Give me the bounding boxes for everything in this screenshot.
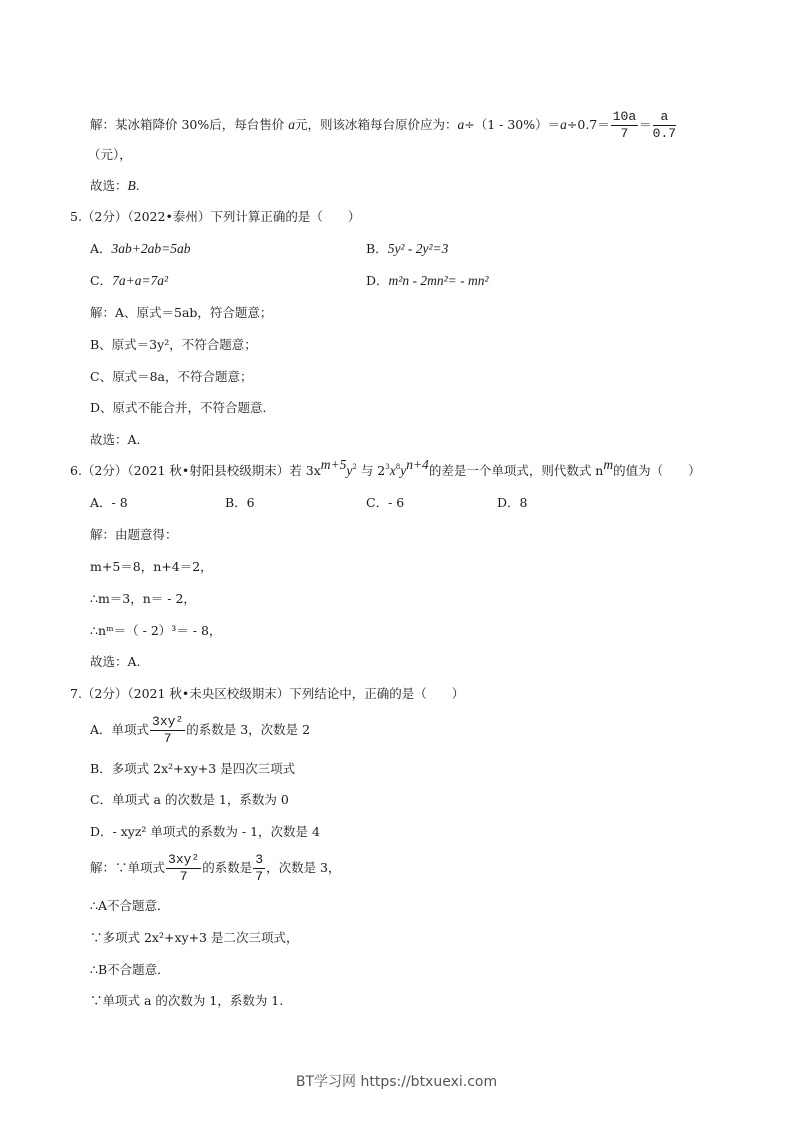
fraction-denominator: 0.7 [652,126,677,141]
q6-solution-line-2: m+5＝8，n+4＝2， [90,559,213,574]
option-text: 7a+a=7a² [112,273,169,288]
fraction-numerator: 10a [612,109,637,124]
conjunction-text: 与 2 [356,463,386,478]
fraction-3xy2-over-7 [166,852,201,885]
exponent-m-plus-5: m+5 [320,457,347,472]
variable-y: y [346,463,353,478]
q6-option-d: D．8 [497,495,528,510]
q7-option-b: B．多项式 2x²+xy+3 是四次三项式 [90,761,296,776]
fraction-10a-over-7 [611,109,638,142]
q5-solution-line-2: B、原式＝3y²，不符合题意； [90,337,257,352]
q5-solution-line-1: 解：A、原式＝5ab，符合题意； [90,305,273,320]
fraction-3xy2-over-7 [150,714,185,747]
option-text: 5y² - 2y²=3 [387,241,449,256]
q7-solution-line-5: ∵单项式 a 的次数为 1，系数为 1. [90,993,284,1008]
q6-solution-line-4: ∴nᵐ＝（ - 2）³＝ - 8， [90,623,222,638]
q4-expression: ÷0.7＝ [566,117,610,132]
fraction-a-over-0.7 [653,109,676,142]
q7-solution-line-3: ∵多项式 2x²+xy+3 是二次三项式， [90,930,299,945]
option-label: A． [90,241,112,256]
q6-solution-line-3: ∴m＝3，n＝ - 2， [90,591,196,606]
exponent-n-plus-4: n+4 [406,457,429,472]
fraction-numerator: 3xy² [152,714,184,729]
variable-y: y [400,463,407,478]
solution-text: 解：∵单项式 [90,860,166,875]
fraction-denominator: 7 [179,869,188,884]
q6-answer-line: 故选：A. [90,654,141,669]
option-text: A．单项式 [90,722,150,737]
equals-sign: ＝ [639,117,652,132]
punctuation: . [135,178,140,193]
fraction-denominator: 7 [255,869,264,884]
exponent-8: 8 [395,463,401,471]
q5-option-a [90,241,191,257]
exponent-3: 3 [385,463,390,471]
answer-label: 故选： [90,178,128,193]
answer-value: B [127,178,136,193]
q5-solution-line-3: C、原式＝8a，不符合题意； [90,369,253,384]
q4-solution-text: 元，则该冰箱每台原价应为： [294,117,458,132]
q5-option-c [90,273,168,289]
option-label: B． [366,241,388,256]
q6-option-b: B．6 [225,495,255,510]
fraction-numerator: 3 [255,852,264,867]
q6-solution-line-1: 解：由题意得： [90,527,178,542]
q5-answer-line: 故选：A. [90,432,141,447]
q4-expression: ÷（1 - 30%）＝ [464,117,561,132]
variable-a: a [560,117,567,132]
exponent-m: m [603,457,614,472]
q5-option-d [366,273,489,289]
solution-text: ，次数是 3， [266,860,341,875]
variable-x: x [389,463,396,478]
q7-option-d: D．- xyz² 单项式的系数为 - 1，次数是 4 [90,824,320,839]
q4-solution-text: 解：某冰箱降价 30%后，每台售价 [90,117,289,132]
variable-a: a [288,117,295,132]
q7-solution-line-4: ∴B不合题意． [90,962,170,977]
q4-answer-line [90,178,140,194]
option-text: m²n - 2mn²= - mn² [388,273,489,288]
solution-text: 的系数是 [202,860,253,875]
q6-option-c: C．- 6 [366,495,405,510]
fraction-3-over-7 [253,852,265,885]
option-text: 的系数是 3，次数是 2 [186,722,311,737]
fraction-numerator: a [653,109,676,126]
q6-header-text: 的值为（ ） [613,463,701,478]
q7-solution-line-2: ∴A不合题意． [90,898,170,913]
q7-solution-line-1 [90,852,341,885]
footer-watermark: BT学习网 https://btxuexi.com [295,1074,498,1090]
q7-option-c: C．单项式 a 的次数是 1，系数为 0 [90,792,289,807]
q5-option-b [366,241,448,257]
q7-option-a [90,714,310,747]
q7-header: 7.（2分）（2021 秋•未央区校级期末）下列结论中，正确的是（ ） [70,686,465,701]
q4-unit-line: （元）， [88,147,132,162]
q5-header: 5.（2分）（2022•泰州）下列计算正确的是（ ） [70,209,361,224]
q6-header-text: 6.（2分）（2021 秋•射阳县校级期末）若 3x [70,463,321,478]
option-label: D． [366,273,389,288]
q6-header [70,457,701,479]
q5-solution-line-4: D、原式不能合并，不符合题意． [90,400,276,415]
fraction-numerator: 3xy² [168,852,200,867]
fraction-denominator: 7 [163,731,172,746]
exponent-2: 2 [352,463,357,471]
q6-option-a: A．- 8 [90,495,128,510]
option-text: 3ab+2ab=5ab [111,241,191,256]
variable-a: a [457,117,465,132]
q4-solution-line [90,109,677,142]
fraction-denominator: 7 [620,126,629,141]
option-label: C． [90,273,113,288]
q6-header-text: 的差是一个单项式，则代数式 n [428,463,604,478]
